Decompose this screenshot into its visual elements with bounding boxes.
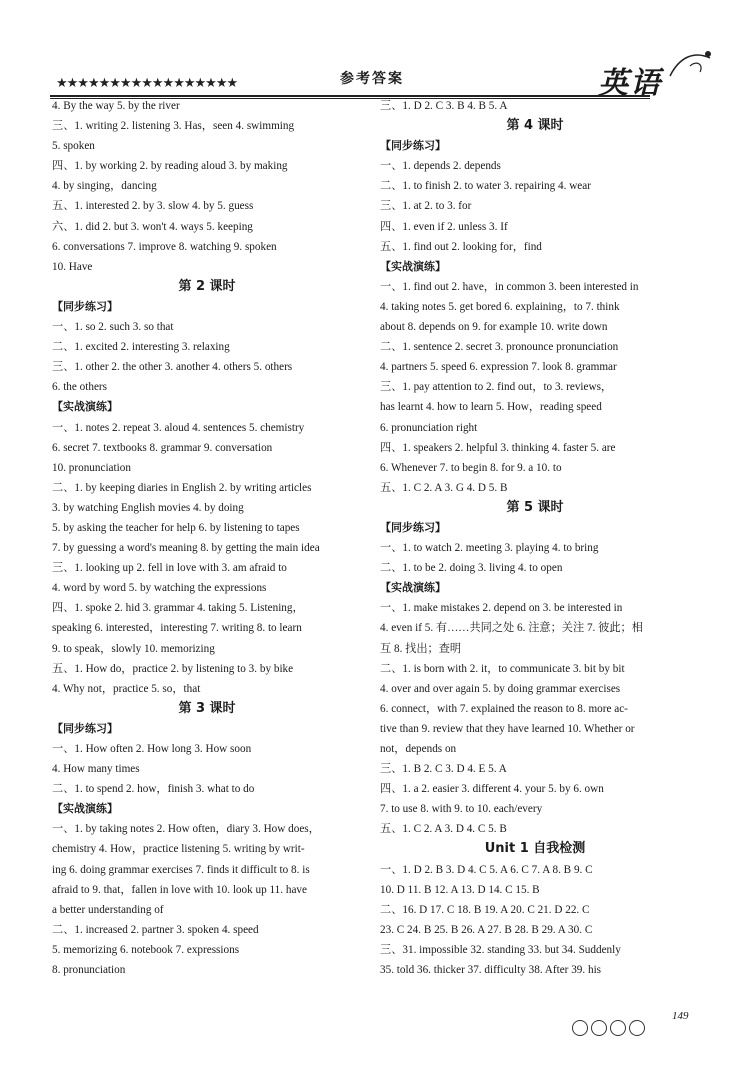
lesson-heading: 第 2 课时 [178, 278, 236, 294]
section-label: 【实战演练】 [380, 581, 446, 595]
answer-line: tive than 9. review that they have learned 10. Whether or [380, 722, 635, 735]
answer-line: a better understanding of [52, 903, 164, 916]
answer-line: 23. C 24. B 25. B 26. A 27. B 28. B 29. A 30. C [380, 923, 593, 936]
answer-line: 5. spoken [52, 140, 95, 153]
answer-line: 9. to speak，slowly 10. memorizing [52, 642, 215, 655]
answer-line: 10. D 11. B 12. A 13. D 14. C 15. B [380, 883, 540, 896]
answer-line: 4. taking notes 5. get bored 6. explaining，to 7. think [380, 300, 620, 313]
answer-line: 二、1. to finish 2. to water 3. repairing 4. wear [380, 180, 591, 193]
answer-line: 三、1. pay attention to 2. find out，to 3. reviews， [380, 381, 613, 394]
left-column [52, 96, 362, 980]
answer-line: 二、1. increased 2. partner 3. spoken 4. speed [52, 923, 259, 936]
section-label: 【实战演练】 [380, 259, 446, 273]
lesson-heading: 第 5 课时 [506, 499, 564, 515]
answer-line: 4. even if 5. 有……共同之处 6. 注意；关注 7. 彼此；相 [380, 622, 643, 635]
answer-line: 五、1. How do，practice 2. by listening to 3. by bike [52, 662, 294, 675]
answer-line: 四、1. speakers 2. helpful 3. thinking 4. faster 5. are [380, 441, 616, 454]
answer-line: 二、1. to spend 2. how，finish 3. what to do [52, 783, 255, 796]
section-label: 【实战演练】 [52, 400, 118, 414]
answer-line: 四、1. even if 2. unless 3. If [380, 220, 508, 233]
answer-line: 6. connect，with 7. explained the reason to 8. more ac- [380, 702, 628, 715]
answer-line: 6. Whenever 7. to begin 8. for 9. a 10. to [380, 461, 562, 474]
answer-line: 五、1. find out 2. looking for，find [380, 240, 542, 253]
answer-line: 10. Have [52, 260, 93, 273]
answer-line: 三、31. impossible 32. standing 33. but 34. Suddenly [380, 943, 621, 956]
page-number: 149 [672, 1010, 689, 1022]
answer-line: 5. by asking the teacher for help 6. by listening to tapes [52, 521, 300, 534]
answer-line: about 8. depends on 9. for example 10. write down [380, 321, 608, 334]
section-label: 【实战演练】 [52, 802, 118, 816]
answer-line: 六、1. did 2. but 3. won't 4. ways 5. keeping [52, 220, 253, 233]
answer-line: 一、1. How often 2. How long 3. How soon [52, 743, 252, 755]
answer-line: 三、1. other 2. the other 3. another 4. others 5. others [52, 361, 293, 374]
answer-line: 4. How many times [52, 763, 140, 776]
answer-line: 35. told 36. thicker 37. difficulty 38. After 39. his [380, 964, 602, 977]
answer-line: speaking 6. interested，interesting 7. writing 8. to learn [52, 622, 302, 635]
answer-line: 6. secret 7. textbooks 8. grammar 9. conversation [52, 441, 273, 454]
answer-line: 4. by singing，dancing [52, 180, 157, 193]
answer-line: 二、1. sentence 2. secret 3. pronounce pronunciation [380, 341, 619, 354]
star-border: ★★★★★★★★★★★★★★★★★ [56, 76, 238, 91]
circle-icon [572, 1020, 588, 1036]
right-column [380, 96, 690, 980]
decorative-flourish-icon [660, 46, 720, 86]
answer-line: 3. by watching English movies 4. by doing [52, 501, 244, 514]
lesson-heading: Unit 1 自我检测 [484, 841, 586, 857]
answer-line: 二、1. to be 2. doing 3. living 4. to open [380, 562, 563, 575]
answer-line: 4. over and over again 5. by doing grammar exercises [380, 682, 621, 695]
answer-line: 四、1. a 2. easier 3. different 4. your 5. by 6. own [380, 783, 604, 796]
answer-line: 一、1. to watch 2. meeting 3. playing 4. to bring [380, 542, 599, 555]
answer-line: 一、1. by taking notes 2. How often，diary 3. How does， [52, 823, 320, 836]
answer-line: 三、1. looking up 2. fell in love with 3. am afraid to [52, 562, 287, 575]
answer-line: 五、1. interested 2. by 3. slow 4. by 5. guess [52, 200, 254, 213]
section-label: 【同步练习】 [380, 139, 446, 153]
answer-line: afraid to 9. that，fallen in love with 10. look up 11. have [52, 883, 307, 896]
answer-line: 五、1. C 2. A 3. G 4. D 5. B [380, 481, 508, 494]
lesson-heading: 第 4 课时 [506, 118, 564, 134]
answer-line: 三、1. D 2. C 3. B 4. B 5. A [380, 100, 508, 112]
answer-line: 四、1. by working 2. by reading aloud 3. by making [52, 160, 288, 173]
answer-line: 4. Why not，practice 5. so，that [52, 682, 201, 695]
answer-line: has learnt 4. how to learn 5. How，reading speed [380, 401, 602, 414]
answer-line: 一、1. so 2. such 3. so that [52, 321, 174, 334]
answer-line: 三、1. writing 2. listening 3. Has，seen 4. swimming [52, 120, 295, 133]
section-label: 【同步练习】 [380, 520, 446, 534]
section-label: 【同步练习】 [52, 721, 118, 735]
answer-line: 4. partners 5. speed 6. expression 7. look 8. grammar [380, 361, 617, 374]
answer-line: 三、1. B 2. C 3. D 4. E 5. A [380, 763, 507, 776]
answer-line: 10. pronunciation [52, 461, 131, 474]
answer-line: 一、1. make mistakes 2. depend on 3. be interested in [380, 602, 623, 615]
answer-line: 二、16. D 17. C 18. B 19. A 20. C 21. D 22. C [380, 903, 590, 916]
answer-line: 4. By the way 5. by the river [52, 100, 180, 112]
circle-icon [591, 1020, 607, 1036]
subject-logo: 英语 [598, 66, 662, 101]
page-header [50, 58, 700, 101]
footer-circles [572, 1020, 648, 1041]
section-label: 【同步练习】 [52, 299, 118, 313]
circle-icon [629, 1020, 645, 1036]
answer-line: 三、1. at 2. to 3. for [380, 200, 472, 213]
answer-line: 5. memorizing 6. notebook 7. expressions [52, 943, 240, 956]
answer-line: 7. to use 8. with 9. to 10. each/every [380, 803, 543, 816]
answer-line: 一、1. D 2. B 3. D 4. C 5. A 6. C 7. A 8. B 9. C [380, 863, 593, 876]
answer-line: 7. by guessing a word's meaning 8. by getting the main idea [52, 542, 320, 555]
answer-line: 二、1. excited 2. interesting 3. relaxing [52, 341, 230, 354]
answer-line: 互 8. 找出；查明 [380, 642, 462, 655]
answer-line: 一、1. depends 2. depends [380, 160, 501, 173]
answer-line: 8. pronunciation [52, 964, 126, 977]
answer-line: ing 6. doing grammar exercises 7. finds it difficult to 8. is [52, 863, 310, 876]
header-title: 参考答案 [340, 71, 404, 87]
circle-icon [610, 1020, 626, 1036]
answer-line: 6. the others [52, 381, 107, 394]
answer-line: chemistry 4. How，practice listening 5. writing by writ- [52, 843, 305, 856]
answer-line: 四、1. spoke 2. hid 3. grammar 4. taking 5. Listening， [52, 602, 304, 615]
answer-line: 6. pronunciation right [380, 421, 478, 434]
answer-line: 二、1. by keeping diaries in English 2. by writing articles [52, 481, 312, 494]
answer-line: 4. word by word 5. by watching the expressions [52, 582, 267, 595]
answer-line: 五、1. C 2. A 3. D 4. C 5. B [380, 823, 507, 836]
answer-line: 一、1. find out 2. have，in common 3. been interested in [380, 280, 639, 293]
answer-line: 6. conversations 7. improve 8. watching 9. spoken [52, 240, 277, 253]
lesson-heading: 第 3 课时 [178, 700, 236, 716]
answer-line: not，depends on [380, 743, 457, 755]
answer-line: 二、1. is born with 2. it，to communicate 3. bit by bit [380, 662, 625, 675]
answer-line: 一、1. notes 2. repeat 3. aloud 4. sentences 5. chemistry [52, 421, 305, 434]
